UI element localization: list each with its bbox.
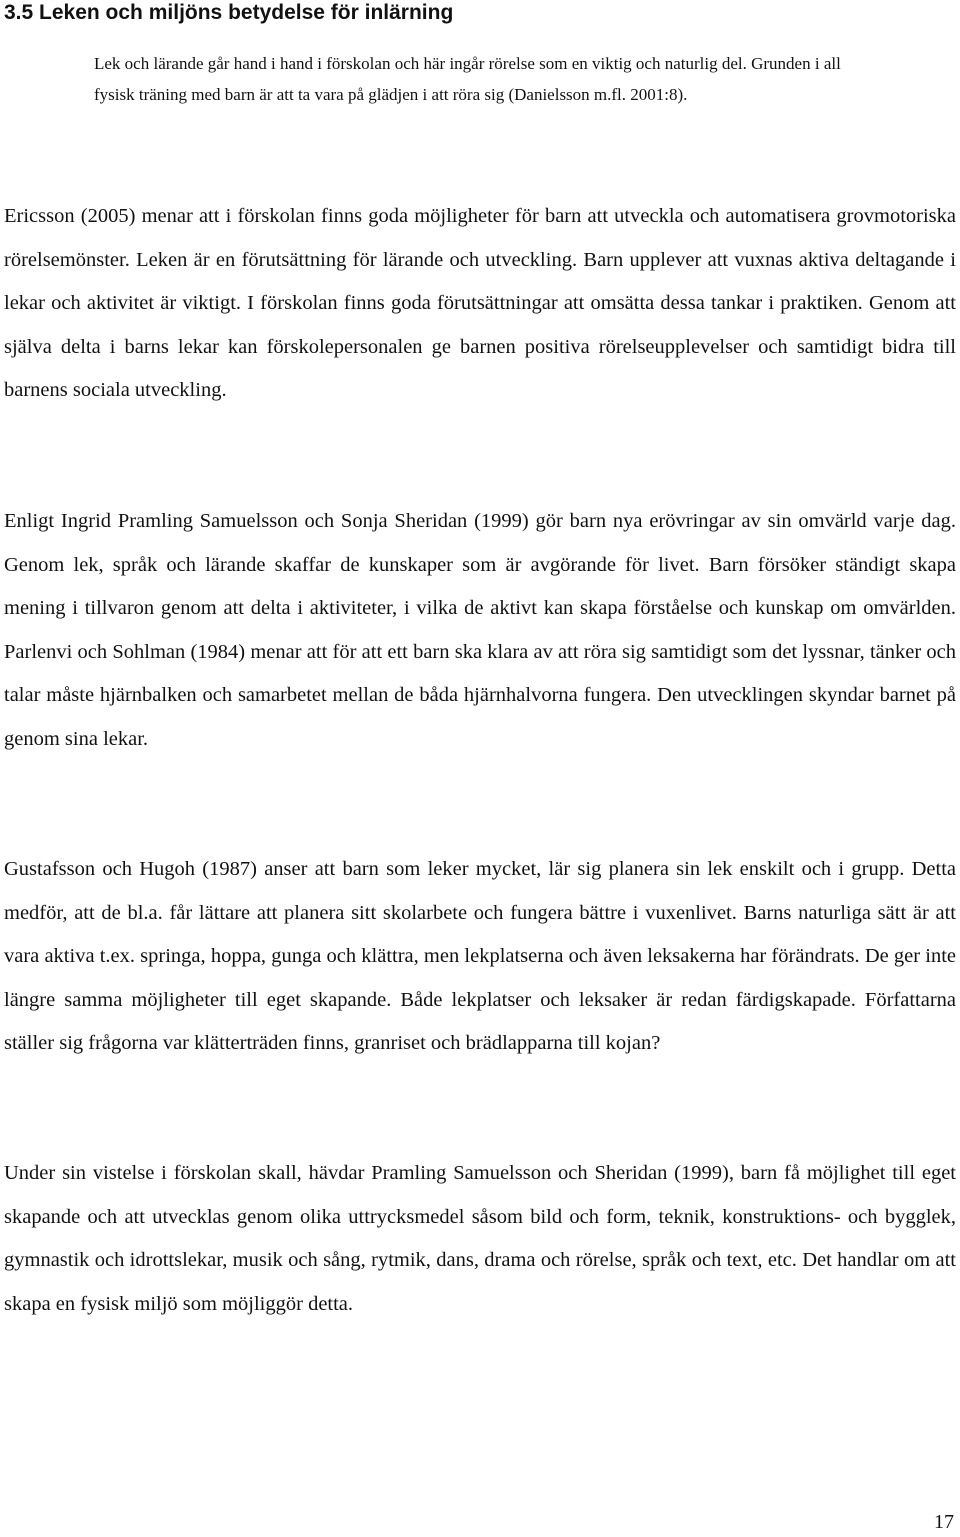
body-paragraph: Under sin vistelse i förskolan skall, hävdar Pramling Samuelsson och Sheridan (1999), barn få möjlighet till eget skapande och att utvecklas genom olika uttrycksmedel såsom bild och form, teknik, konstruktions- och bygglek, gymnastik och idrottslekar, musik och sång, rytmik, dans, drama och rörelse, språk och text, etc. Det handlar om att skapa en fysisk miljö som möjliggör detta. bbox=[4, 1162, 956, 1315]
body-paragraph: Enligt Ingrid Pramling Samuelsson och Sonja Sheridan (1999) gör barn nya erövringar av sin omvärld varje dag. Genom lek, språk och lärande skaffar de kunskaper som är avgörande för livet. Barn försöker ständigt skapa mening i tillvaron genom att delta i aktiviteter, i vilka de aktivt kan skapa förståelse och kunskap om omvärlden. Parlenvi och Sohlman (1984) menar att för att ett barn ska klara av att röra sig samtidigt som det lyssnar, tänker och talar måste hjärnbalken och samarbetet mellan de båda hjärnhalvorna fungera. Den utvecklingen skyndar barnet på genom sina lekar. bbox=[4, 510, 956, 750]
body-paragraph: Gustafsson och Hugoh (1987) anser att barn som leker mycket, lär sig planera sin lek enskilt och i grupp. Detta medför, att de bl.a. får lättare att planera sitt skolarbete och fungera bättre i vuxenlivet. Barns naturliga sätt är att vara aktiva t.ex. springa, hoppa, gunga och klättra, men lekplatserna och även leksakerna har förändrats. De ger inte längre samma möjligheter till eget skapande. Både lekplatser och leksaker är redan färdigskapade. Författarna ställer sig frågorna var klätterträden finns, granriset och brädlapparna till kojan? bbox=[4, 858, 956, 1055]
section-heading: 3.5 Leken och miljöns betydelse för inlärning bbox=[4, 1, 454, 24]
page-number: 17 bbox=[934, 1511, 954, 1533]
block-quote: Lek och lärande går hand i hand i förskolan och här ingår rörelse som en viktig och naturlig del. Grunden i all fysisk träning med barn är att ta vara på glädjen i att röra sig (Danielsson m.fl. 2001:8). bbox=[94, 54, 841, 104]
body-paragraph: Ericsson (2005) menar att i förskolan finns goda möjligheter för barn att utveckla och automatisera grovmotoriska rörelsemönster. Leken är en förutsättning för lärande och utveckling. Barn upplever att vuxnas aktiva deltagande i lekar och aktivitet är viktigt. I förskolan finns goda förutsättningar att omsätta dessa tankar i praktiken. Genom att själva delta i barns lekar kan förskolepersonalen ge barnen positiva rörelseupplevelser och samtidigt bidra till barnens sociala utveckling. bbox=[4, 205, 956, 402]
